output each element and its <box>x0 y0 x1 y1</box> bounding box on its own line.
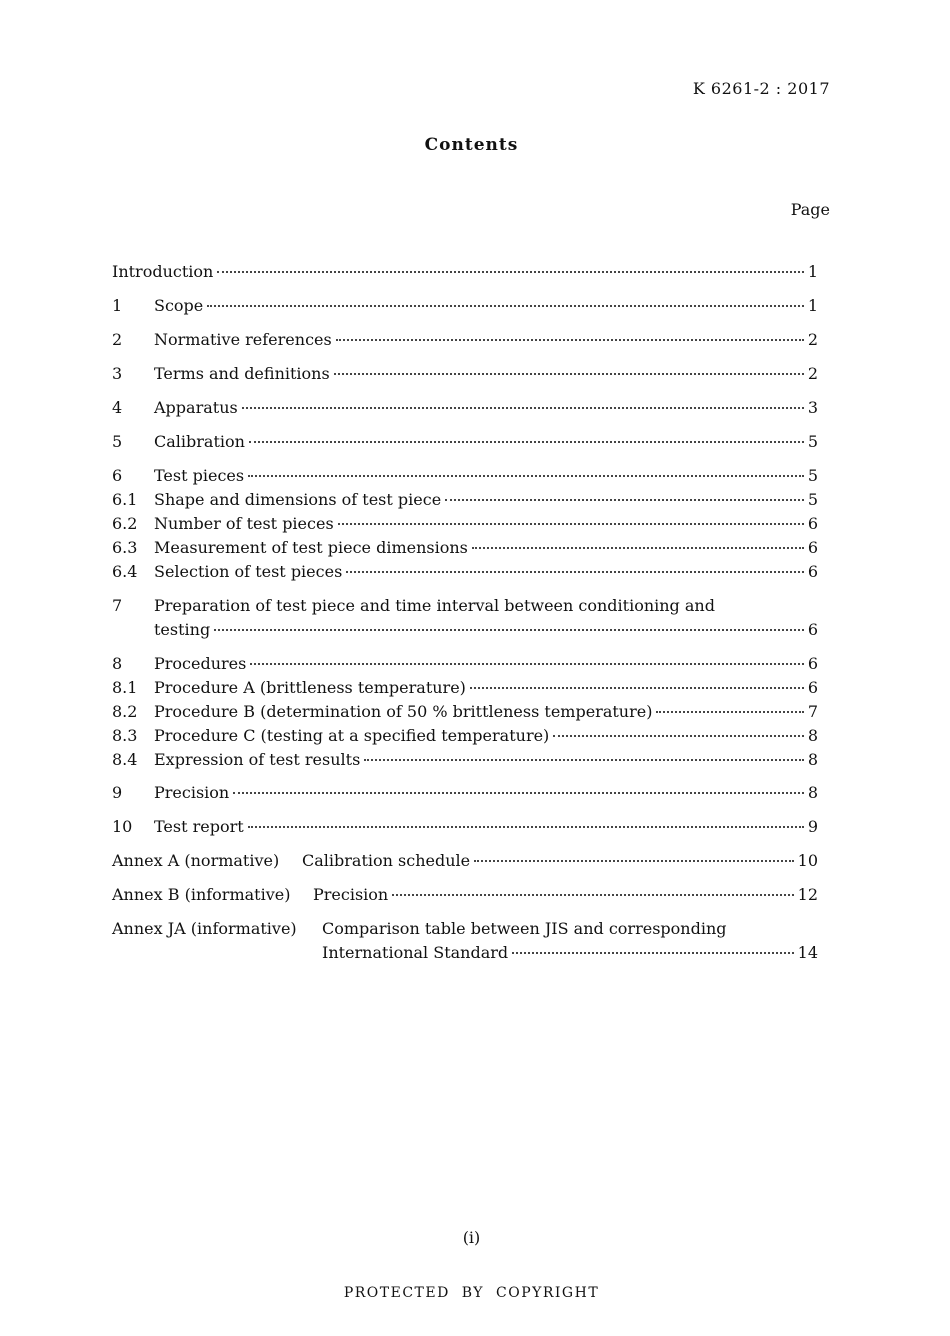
toc-entry-6-1[interactable] <box>112 488 818 512</box>
dot-leader <box>364 759 804 761</box>
toc-entry-number: 8.4 <box>112 750 138 769</box>
dot-leader <box>553 735 804 737</box>
dot-leader <box>233 792 804 794</box>
dot-leader <box>207 305 804 307</box>
toc-entry-label: Selection of test pieces <box>154 562 343 581</box>
toc-entry-number: 8.3 <box>112 726 138 745</box>
toc-entry-page: 6 <box>807 562 818 581</box>
toc-entry-annex-ja[interactable] <box>322 941 818 965</box>
toc-entry-page: 8 <box>807 783 818 802</box>
toc-entry-label: Test pieces <box>154 466 245 485</box>
toc-entry-number: 6.2 <box>112 514 138 533</box>
annex-prefix: Annex A (normative) <box>112 851 280 870</box>
toc-entry-label: Calibration schedule <box>302 851 471 870</box>
toc-entry-8-4[interactable] <box>112 748 818 772</box>
toc-entry-6-3[interactable] <box>112 536 818 560</box>
toc-entry-6[interactable] <box>112 464 818 488</box>
toc-entry-label: Apparatus <box>154 398 238 417</box>
toc-entry-label: International Standard <box>322 943 509 962</box>
toc-entry-3[interactable] <box>112 362 818 386</box>
toc-entry-4[interactable] <box>112 396 818 420</box>
toc-entry-label: Test report <box>154 817 244 836</box>
toc-entry-number: 1 <box>112 296 123 315</box>
toc-entry-page: 8 <box>807 750 818 769</box>
toc-entry-page: 5 <box>807 490 818 509</box>
dot-leader <box>217 271 803 273</box>
toc-entry-number: 10 <box>112 817 133 836</box>
toc-entry-page: 5 <box>807 432 818 451</box>
toc-entry-number: 6 <box>112 466 123 485</box>
toc-entry-page: 5 <box>807 466 818 485</box>
toc-entry-page: 1 <box>807 296 818 315</box>
toc-entry-number: 8.1 <box>112 678 138 697</box>
toc-entry-5[interactable] <box>112 430 818 454</box>
toc-entry-page: 12 <box>797 885 818 904</box>
toc-entry-page: 2 <box>807 330 818 349</box>
toc-entry-label: Measurement of test piece dimensions <box>154 538 468 557</box>
annex-ja-label-line1[interactable]: Comparison table between JIS and corresponding <box>322 919 727 938</box>
dot-leader <box>249 441 804 443</box>
toc-entry-label: Normative references <box>154 330 332 349</box>
toc-entry-label: Shape and dimensions of test piece <box>154 490 442 509</box>
toc-entry-1[interactable] <box>112 294 818 318</box>
page-folio: (i) <box>462 1228 481 1247</box>
toc-entry-introduction[interactable] <box>112 260 818 284</box>
toc-entry-number: 9 <box>112 783 123 802</box>
toc-entry-page: 6 <box>807 620 818 639</box>
toc-entry-8-3[interactable] <box>112 724 818 748</box>
toc-entry-page: 9 <box>807 817 818 836</box>
toc-entry-page: 3 <box>807 398 818 417</box>
dot-leader <box>248 826 804 828</box>
toc-entry-number: 6.1 <box>112 490 138 509</box>
toc-entry-page: 8 <box>807 726 818 745</box>
page-title: Contents <box>424 135 519 155</box>
toc-entry-label: Number of test pieces <box>154 514 334 533</box>
dot-leader <box>242 407 804 409</box>
toc-entry-page: 14 <box>797 943 818 962</box>
dot-leader <box>474 860 794 862</box>
toc-entry-label: Procedures <box>154 654 247 673</box>
toc-entry-7[interactable] <box>154 618 818 642</box>
toc-entry-label: Procedure A (brittleness temperature) <box>154 678 466 697</box>
toc-entry-number: 5 <box>112 432 123 451</box>
toc-entry-label: Procedure B (determination of 50 % brittleness temperature) <box>154 702 653 721</box>
dot-leader <box>336 339 804 341</box>
dot-leader <box>445 499 804 501</box>
toc-entry-8-2[interactable] <box>112 700 818 724</box>
toc-entry-page: 6 <box>807 654 818 673</box>
dot-leader <box>512 952 793 954</box>
toc-entry-label: Introduction <box>112 262 214 281</box>
dot-leader <box>470 687 804 689</box>
standard-code: K 6261-2 : 2017 <box>692 79 830 98</box>
toc-entry-number: 2 <box>112 330 123 349</box>
toc-entry-annex-b[interactable] <box>112 883 818 907</box>
toc-entry-page: 2 <box>807 364 818 383</box>
toc-entry-page: 10 <box>797 851 818 870</box>
toc-entry-number: 4 <box>112 398 123 417</box>
toc-entry-number: 8 <box>112 654 123 673</box>
dot-leader <box>472 547 804 549</box>
toc-entry-8-1[interactable] <box>112 676 818 700</box>
toc-entry-label: Procedure C (testing at a specified temperature) <box>154 726 550 745</box>
dot-leader <box>248 475 804 477</box>
dot-leader <box>250 663 803 665</box>
toc-entry-label: Calibration <box>154 432 245 451</box>
toc-entry-annex-a[interactable] <box>112 849 818 873</box>
toc-entry-number: 6.3 <box>112 538 138 557</box>
dot-leader <box>214 629 804 631</box>
toc-entry-number: 6.4 <box>112 562 138 581</box>
toc-entry-label: Precision <box>313 885 389 904</box>
toc-entry-page: 6 <box>807 514 818 533</box>
dot-leader <box>338 523 804 525</box>
toc-entry-10[interactable] <box>112 815 818 839</box>
annex-prefix: Annex B (informative) <box>112 885 291 904</box>
toc-entry-8[interactable] <box>112 652 818 676</box>
toc-entry-label: Terms and definitions <box>154 364 330 383</box>
toc-entry-page: 6 <box>807 538 818 557</box>
annex-ja-prefix: Annex JA (informative) <box>112 919 297 938</box>
copyright-notice: PROTECTED BY COPYRIGHT <box>343 1285 600 1301</box>
dot-leader <box>656 711 803 713</box>
toc-entry-label: Expression of test results <box>154 750 361 769</box>
toc-entry-6-2[interactable] <box>112 512 818 536</box>
dot-leader <box>392 894 793 896</box>
toc-entry-label: Scope <box>154 296 204 315</box>
toc-entry-page: 1 <box>807 262 818 281</box>
toc-entry-label: testing <box>154 620 211 639</box>
toc-entry-7-number: 7 <box>112 596 123 615</box>
toc-entry-7-label-line1[interactable]: Preparation of test piece and time interval between conditioning and <box>154 596 715 615</box>
toc-entry-9[interactable] <box>112 781 818 805</box>
toc-entry-6-4[interactable] <box>112 560 818 584</box>
toc-entry-number: 3 <box>112 364 123 383</box>
dot-leader <box>346 571 804 573</box>
toc-entry-number: 8.2 <box>112 702 138 721</box>
toc-entry-page: 7 <box>807 702 818 721</box>
table-of-contents <box>112 0 818 1000</box>
toc-entry-page: 6 <box>807 678 818 697</box>
toc-entry-label: Precision <box>154 783 230 802</box>
toc-entry-2[interactable] <box>112 328 818 352</box>
page-column-label: Page <box>790 200 830 219</box>
dot-leader <box>334 373 804 375</box>
